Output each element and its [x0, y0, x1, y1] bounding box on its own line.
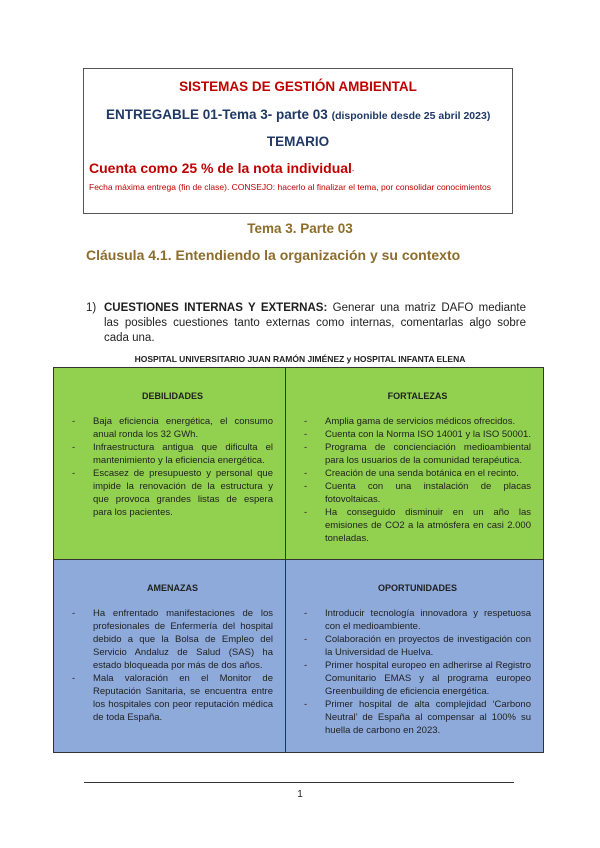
bullet-dash: - [72, 416, 76, 427]
bullet-dash: - [72, 608, 76, 619]
item-text: Colaboración en proyectos de investigación con la Universidad de Huelva. [325, 634, 531, 658]
bullet-dash: - [72, 673, 76, 684]
section-tema: Tema 3. Parte 03 [247, 221, 353, 236]
item-text: Primer hospital europeo en adherirse al Registro Comunitario EMAS y al programa europeo Greenbuilding de eficiencia energética. [325, 660, 531, 697]
item-text: Amplia gama de servicios médicos ofrecidos. [325, 416, 516, 427]
bullet-dash: - [304, 429, 308, 440]
bullet-dash: - [304, 468, 308, 479]
list-item [304, 480, 531, 506]
item-text: Escasez de presupuesto y personal que impide la renovación de la estructura y que provoca grandes listas de espera para los pacientes. [93, 468, 273, 518]
list-item [304, 659, 531, 698]
item-text: Ha conseguido disminuir en un año las emisiones de CO2 a la atmósfera en casi 2.000 toneladas. [325, 507, 531, 544]
bullet-dash: - [72, 442, 76, 453]
entregable-label: ENTREGABLE 01-Tema 3- parte 03 [106, 107, 328, 122]
entregable-line [106, 107, 508, 122]
grade-weight-text: Cuenta como 25 % de la nota individual [89, 160, 352, 176]
availability-note: (disponible desde 25 abril 2023) [331, 110, 491, 122]
bullet-dash: - [304, 442, 308, 453]
question-block [86, 301, 526, 346]
debilidades-title: DEBILIDADES [141, 391, 203, 401]
item-text: Introducir tecnología innovadora y respetuosa con el medioambiente. [325, 608, 531, 632]
item-text: Mala valoración en el Monitor de Reputación Sanitaria, se encuentra entre los hospitales con peor reputación médica de toda España. [93, 673, 273, 723]
hospital-line: HOSPITAL UNIVERSITARIO JUAN RAMÓN JIMÉNEZ y HOSPITAL INFANTA ELENA [134, 354, 466, 364]
dafo-oportunidades [286, 560, 543, 752]
list-item [72, 441, 273, 467]
oportunidades-title: OPORTUNIDADES [377, 583, 457, 593]
page-number: 1 [297, 789, 303, 800]
bullet-dash: - [304, 507, 308, 518]
list-item [304, 607, 531, 633]
question-number: 1) [86, 302, 97, 314]
bullet-dash: - [304, 608, 308, 619]
item-text: Cuenta con la Norma ISO 14001 y la ISO 50001. [325, 429, 531, 440]
bullet-dash: - [304, 699, 308, 710]
item-text: Ha enfrentado manifestaciones de los profesionales de Enfermería del hospital debido a que la Bolsa de Empleo del Servicio Andaluz de Salud (SAS) ha estado bloqueada por más de dos años. [93, 608, 273, 671]
list-item [304, 506, 531, 545]
item-text: Programa de concienciación medioambiental para los usuarios de la comunidad terapéutica. [325, 442, 531, 466]
question-text [104, 301, 526, 346]
dafo-amenazas [54, 560, 286, 752]
grade-weight-note [89, 160, 508, 176]
item-text: Creación de una senda botánica en el recinto. [325, 468, 519, 479]
bullet-dash: - [304, 416, 308, 427]
section-clausula: Cláusula 4.1. Entendiendo la organización y su contexto [86, 247, 461, 263]
list-item [72, 415, 273, 441]
bullet-dash: - [304, 481, 308, 492]
item-text: Infraestructura antigua que dificulta el mantenimiento y la eficiencia energética. [93, 442, 273, 466]
dafo-fortalezas [286, 368, 543, 560]
fortalezas-title: FORTALEZAS [387, 391, 448, 401]
amenazas-title: AMENAZAS [147, 583, 198, 593]
list-item [72, 672, 273, 724]
deadline-note: Fecha máxima entrega (fin de clase). CONSEJO: hacerlo al finalizar el tema, por consolidar conocimientos [89, 182, 492, 192]
list-item [304, 441, 531, 467]
list-item [72, 467, 273, 519]
footer-divider [84, 782, 514, 783]
list-item [304, 698, 531, 737]
document-title: SISTEMAS DE GESTIÓN AMBIENTAL [179, 79, 417, 94]
list-item [304, 428, 531, 441]
bullet-dash: - [304, 660, 308, 671]
header-box [83, 68, 513, 214]
list-item [304, 467, 531, 480]
bullet-dash: - [304, 634, 308, 645]
question-body: Generar una matriz DAFO mediante las posibles cuestiones tanto externas como internas, comentarlas algo sobre cada una. [104, 302, 526, 344]
grade-weight-mark: - [351, 168, 355, 175]
item-text: Primer hospital de alta complejidad ‘Carbono Neutral’ de España al compensar al 100% su huella de carbono en 2023. [325, 699, 531, 736]
item-text: Cuenta con una instalación de placas fotovoltaicas. [325, 481, 531, 505]
list-item [304, 633, 531, 659]
dafo-matrix [53, 367, 544, 753]
question-bold: CUESTIONES INTERNAS Y EXTERNAS: [104, 302, 328, 314]
bullet-dash: - [72, 468, 76, 479]
temario-heading: TEMARIO [266, 134, 330, 149]
list-item [304, 415, 531, 428]
list-item [72, 607, 273, 672]
dafo-debilidades [54, 368, 286, 560]
item-text: Baja eficiencia energética, el consumo anual ronda los 32 GWh. [93, 416, 273, 440]
